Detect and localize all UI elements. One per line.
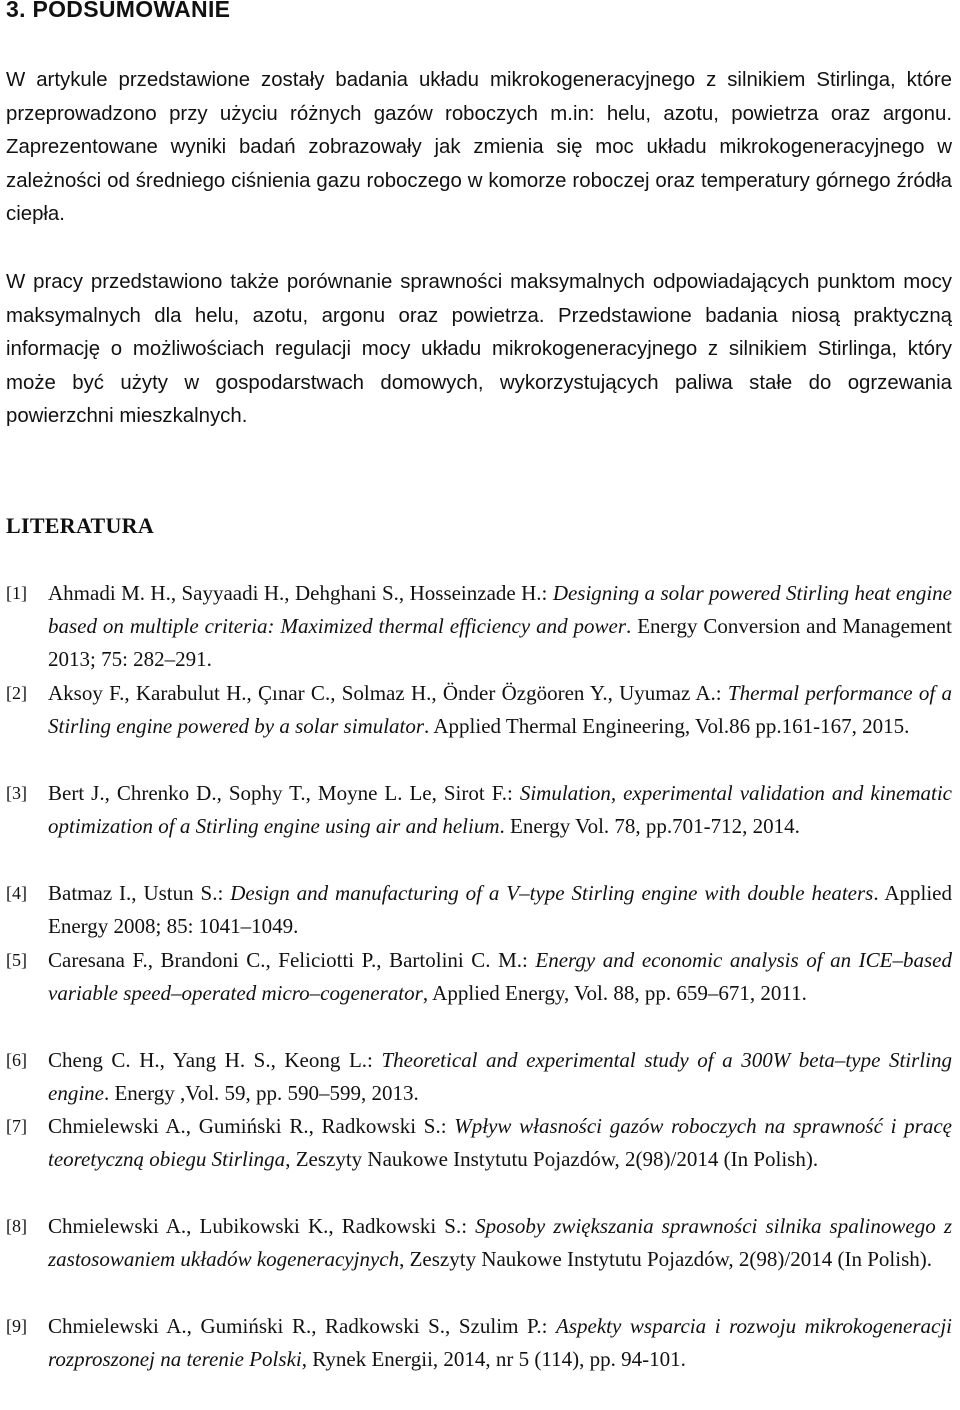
reference-item (0, 777, 952, 877)
reference-details: . Applied Energy 2008; 85: 1041–1049. (48, 881, 952, 939)
reference-number: [9] (6, 1316, 27, 1336)
reference-details: , Zeszyty Naukowe Instytutu Pojazdów, 2(98)/2014 (In Polish). (399, 1247, 932, 1272)
reference-item (0, 877, 952, 944)
reference-item (0, 1110, 952, 1210)
literature-heading: LITERATURA (6, 513, 155, 538)
reference-title: Thermal performance of a Stirling engine powered by a solar simulator (48, 681, 952, 739)
reference-authors: Batmaz I., Ustun S.: (48, 881, 231, 905)
reference-authors: Chmielewski A., Lubikowski K., Radkowski S.: (48, 1214, 476, 1238)
reference-number: [8] (6, 1216, 27, 1236)
reference-item (0, 1210, 952, 1310)
reference-authors: Chmielewski A., Gumiński R., Radkowski S., Szulim P.: (48, 1314, 557, 1338)
reference-item (0, 677, 952, 777)
reference-number: [2] (6, 683, 27, 703)
reference-number: [3] (6, 783, 27, 803)
reference-details: . Applied Thermal Engineering, Vol.86 pp.161-167, 2015. (424, 714, 910, 739)
reference-title: Energy and economic analysis of an ICE–based variable speed–operated micro–cogenerator (48, 948, 952, 1006)
reference-details: , Applied Energy, Vol. 88, pp. 659–671, 2011. (422, 981, 807, 1006)
reference-title: Sposoby zwiększania sprawności silnika spalinowego z zastosowaniem układów kogeneracyjnych (48, 1214, 952, 1272)
reference-title: Simulation, experimental validation and kinematic optimization of a Stirling engine using air and helium (48, 781, 952, 839)
reference-details: . Energy Vol. 78, pp.701-712, 2014. (499, 814, 800, 839)
reference-title: Wpływ własności gazów roboczych na sprawność i pracę teoretyczną obiegu Stirlinga (48, 1114, 952, 1172)
reference-number: [4] (6, 883, 27, 903)
reference-authors: Caresana F., Brandoni C., Feliciotti P., Bartolini C. M.: (48, 948, 536, 972)
reference-title: Theoretical and experimental study of a 300W beta–type Stirling engine (48, 1048, 952, 1106)
reference-item (0, 1310, 952, 1410)
reference-authors: Bert J., Chrenko D., Sophy T., Moyne L. Le, Sirot F.: (48, 781, 520, 805)
reference-authors: Cheng C. H., Yang H. S., Keong L.: (48, 1048, 382, 1072)
reference-title: Aspekty wsparcia i rozwoju mikrokogeneracji rozproszonej na terenie Polski (48, 1314, 952, 1372)
reference-details: , Rynek Energii, 2014, nr 5 (114), pp. 94-101. (301, 1347, 686, 1372)
reference-details: . Energy ,Vol. 59, pp. 590–599, 2013. (103, 1081, 419, 1106)
reference-item (0, 944, 952, 1044)
reference-title: Design and manufacturing of a V–type Stirling engine with double heaters (230, 881, 874, 905)
reference-details: . Energy Conversion and Management 2013; 75: 282–291. (48, 614, 952, 672)
reference-number: [1] (6, 583, 27, 603)
section-heading: 3. PODSUMOWANIE (6, 0, 231, 22)
reference-item (0, 577, 952, 677)
reference-number: [7] (6, 1116, 27, 1136)
reference-number: [5] (6, 950, 27, 970)
summary-paragraph-2: W pracy przedstawiono także porównanie sprawności maksymalnych odpowiadających punktom mocy maksymalnych dla helu, azotu, argonu oraz powietrza. Przedstawione badania niosą praktyczną informację o możliwościach regulacji mocy układu mikrokogeneracyjnego z silnikiem Stirlinga, który może być użyty w gospodarstwach domowych, wykorzystujących paliwa stałe do ogrzewania powierzchni mieszkalnych. (6, 271, 952, 427)
reference-list (0, 577, 960, 1410)
reference-authors: Ahmadi M. H., Sayyaadi H., Dehghani S., Hosseinzade H.: (48, 581, 553, 605)
reference-number: [6] (6, 1050, 27, 1070)
reference-authors: Chmielewski A., Gumiński R., Radkowski S.: (48, 1114, 455, 1138)
reference-authors: Aksoy F., Karabulut H., Çınar C., Solmaz H., Önder Özgöoren Y., Uyumaz A.: (48, 681, 728, 705)
reference-details: , Zeszyty Naukowe Instytutu Pojazdów, 2(98)/2014 (In Polish). (285, 1147, 819, 1172)
summary-paragraph-1: W artykule przedstawione zostały badania układu mikrokogeneracyjnego z silnikiem Stirlinga, które przeprowadzono przy użyciu różnych gazów roboczych m.in: helu, azotu, powietrza oraz argonu. Zaprezentowane wyniki badań zobrazowały jak zmienia się moc układu mikrokogeneracyjnego w zależności od średniego ciśnienia gazu roboczego w komorze roboczej oraz temperatury górnego źródła ciepła. (6, 69, 952, 225)
reference-title: Designing a solar powered Stirling heat engine based on multiple criteria: Maximized thermal efficiency and power (48, 581, 952, 639)
reference-item (0, 1044, 952, 1110)
